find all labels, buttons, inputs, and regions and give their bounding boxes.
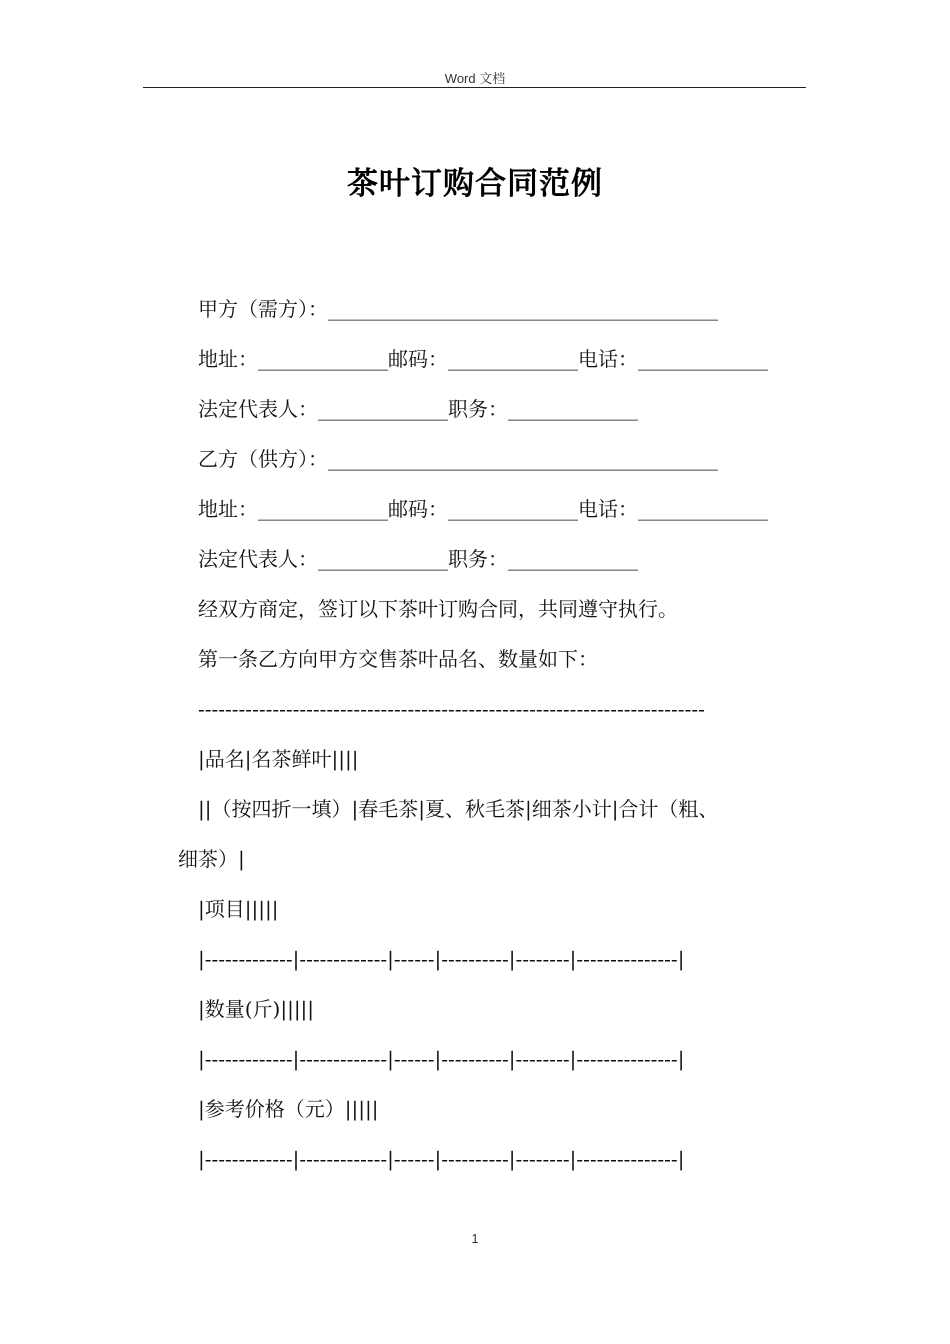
table-row-categories-wrap: 细茶）| (178, 847, 245, 871)
party-a-representative-line: 法定代表人：_____________职务：_____________ (198, 397, 638, 421)
table-separator-1: |-------------|-------------|------|----------|--------|---------------| (198, 947, 685, 971)
agreement-statement: 经双方商定，签订以下茶叶订购合同，共同遵守执行。 (198, 597, 678, 621)
page-number: 1 (471, 1231, 479, 1246)
party-b-representative-line: 法定代表人：_____________职务：_____________ (198, 547, 638, 571)
header-rule (143, 87, 806, 88)
table-row-product-name: |品名|名茶鲜叶|||| (198, 747, 359, 771)
table-row-item: |项目||||| (198, 897, 279, 921)
party-a-line: 甲方（需方）：_______________________________________ (198, 297, 718, 321)
party-b-line: 乙方（供方）：_______________________________________ (198, 447, 718, 471)
page-header-label: Word 文档 (444, 71, 506, 86)
table-divider-line: --------------------------------------------------------------------------- (198, 697, 705, 721)
table-row-quantity: |数量(斤)||||| (198, 997, 315, 1021)
article-one-heading: 第一条乙方向甲方交售茶叶品名、数量如下： (198, 647, 598, 671)
table-row-categories: ||（按四折一填）|春毛茶|夏、秋毛茶|细茶小计|合计（粗、 (198, 797, 719, 821)
party-b-address-line: 地址：_____________邮码：_____________电话：_____________ (198, 497, 768, 521)
table-separator-2: |-------------|-------------|------|----------|--------|---------------| (198, 1047, 685, 1071)
table-row-reference-price: |参考价格（元）||||| (198, 1097, 379, 1121)
party-a-address-line: 地址：_____________邮码：_____________电话：_____________ (198, 347, 768, 371)
table-separator-3: |-------------|-------------|------|----------|--------|---------------| (198, 1147, 685, 1171)
document-title: 茶叶订购合同范例 (347, 166, 603, 202)
